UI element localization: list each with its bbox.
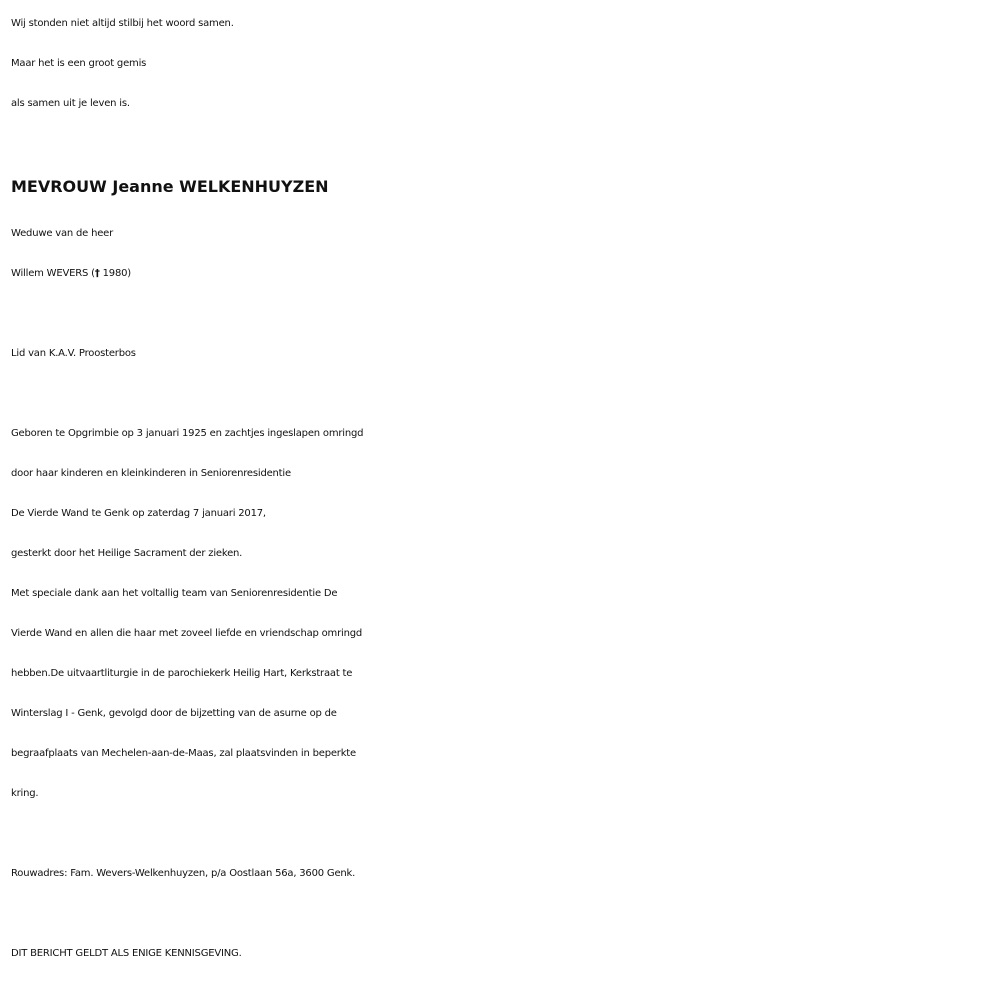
spouse-name: Willem WEVERS (	[11, 268, 95, 279]
body-line: gesterkt door het Heilige Sacrament der zieken.	[11, 548, 243, 559]
body-line: begraafplaats van Mechelen-aan-de-Maas, zal plaatsvinden in beperkte	[11, 748, 356, 759]
poem-line: Maar het is een groot gemis	[11, 58, 147, 69]
spacer	[11, 374, 991, 414]
poem	[11, 4, 991, 124]
body-line: De Vierde Wand te Genk op zaterdag 7 januari 2017,	[11, 508, 266, 519]
spouse-line-1: Weduwe van de heer	[11, 228, 114, 239]
membership: Lid van K.A.V. Proosterbos	[11, 348, 136, 359]
poem-line: als samen uit je leven is.	[11, 98, 130, 109]
body-line: kring.	[11, 788, 39, 799]
body-line: hebben.De uitvaartliturgie in de parochiekerk Heilig Hart, Kerkstraat te	[11, 668, 353, 679]
poem-line: Wij stonden niet altijd stilbij het woord samen.	[11, 18, 234, 29]
spacer	[11, 294, 991, 334]
body-line: door haar kinderen en kleinkinderen in Seniorenresidentie	[11, 468, 291, 479]
body-line: Geboren te Opgrimbie op 3 januari 1925 en zachtjes ingeslapen omringd	[11, 428, 364, 439]
obituary-notice	[11, 4, 991, 974]
spacer	[11, 814, 991, 854]
body-line: Vierde Wand en allen die haar met zoveel liefde en vriendschap omringd	[11, 628, 363, 639]
body-line: Met speciale dank aan het voltallig team van Seniorenresidentie De	[11, 588, 338, 599]
deceased-name: MEVROUW Jeanne WELKENHUYZEN	[11, 177, 329, 196]
spacer	[11, 894, 991, 934]
notice-statement: DIT BERICHT GELDT ALS ENIGE KENNISGEVING.	[11, 948, 242, 959]
mourning-address: Rouwadres: Fam. Wevers-Welkenhuyzen, p/a Oostlaan 56a, 3600 Genk.	[11, 868, 356, 879]
body-line: Winterslag I - Genk, gevolgd door de bijzetting van de asurne op de	[11, 708, 337, 719]
spouse-death-year: 1980)	[99, 268, 131, 279]
body-text	[11, 414, 991, 814]
spouse-line-2	[11, 254, 991, 294]
cross-icon: †	[94, 268, 100, 279]
